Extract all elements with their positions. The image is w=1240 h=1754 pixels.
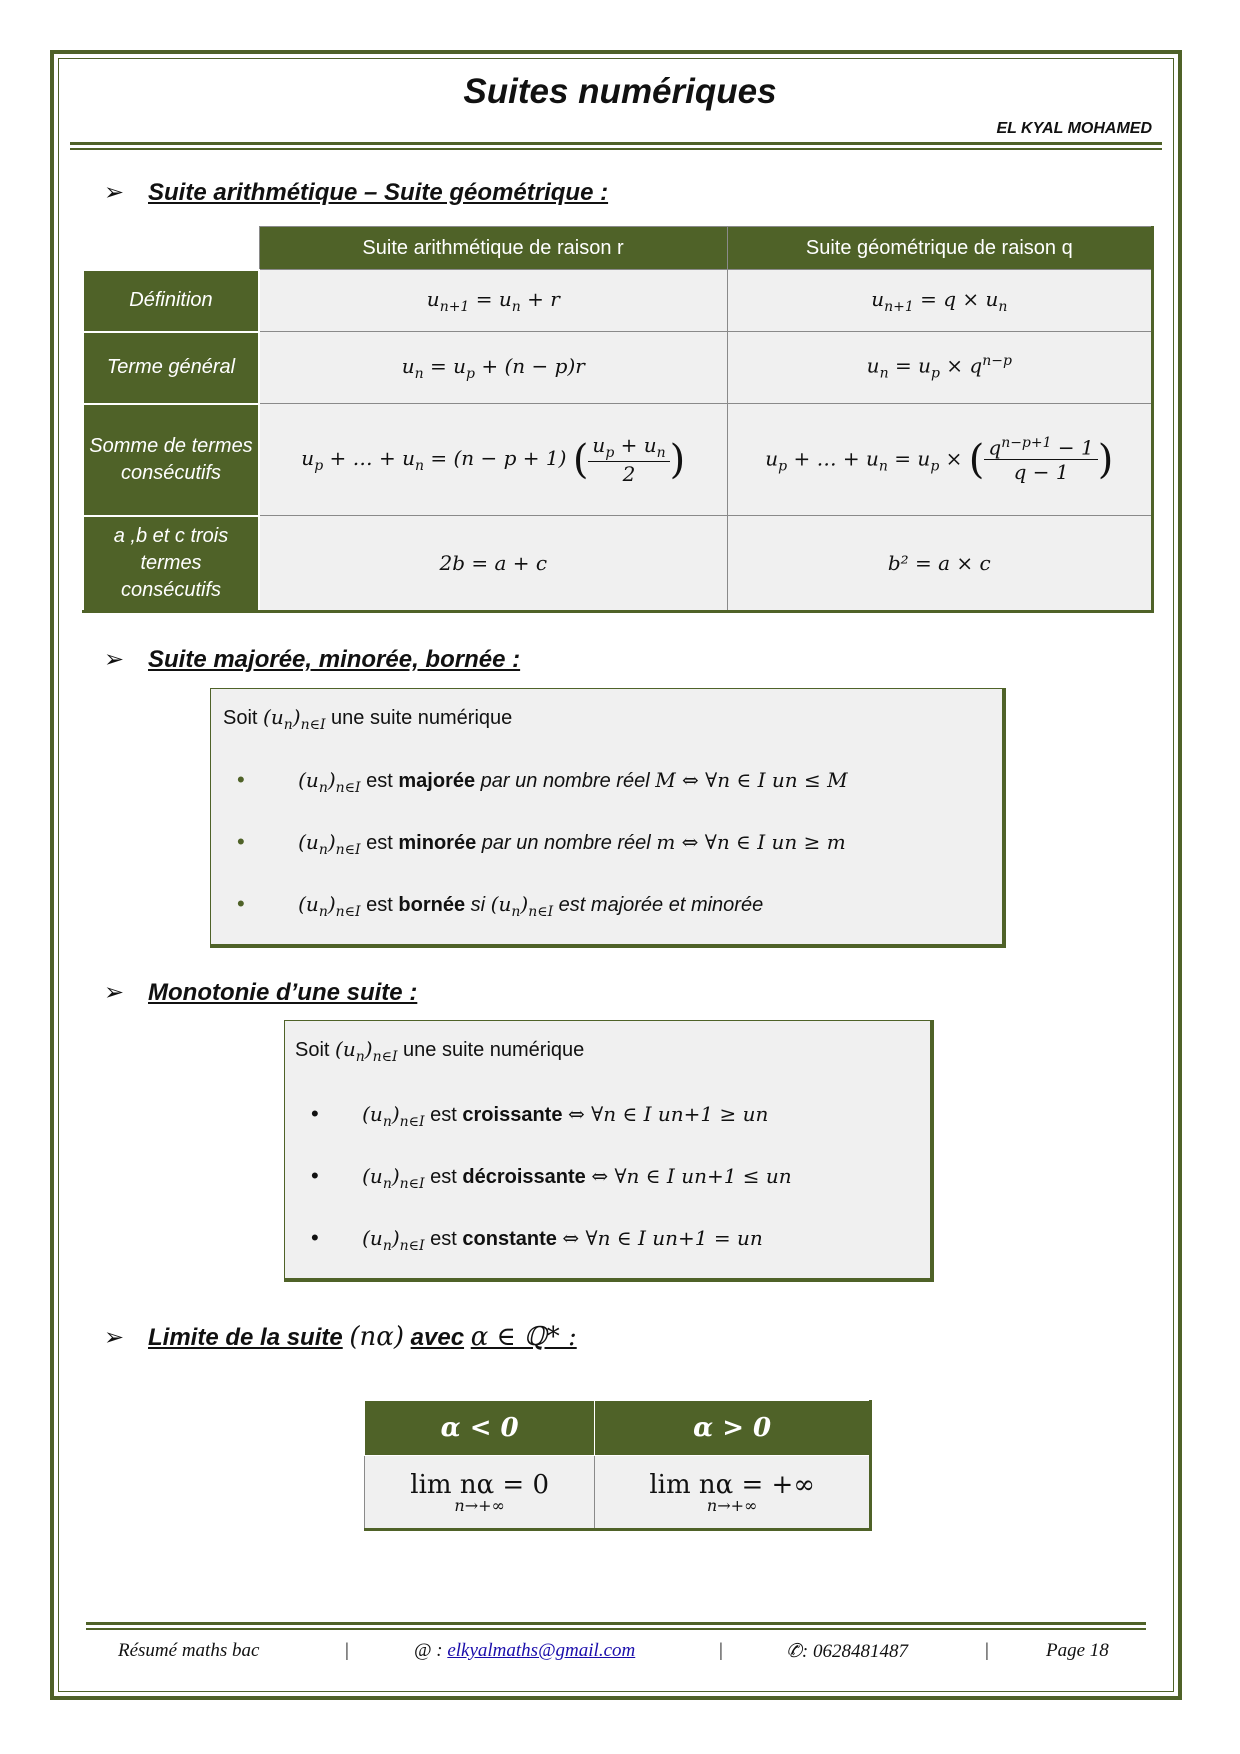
item-condition: ⇔ ∀n ∈ I un+1 = un [562,1226,763,1250]
limit-negative-expr: lim nα = 0 [410,1469,550,1500]
sequence-symbol: $(u_n)_{n\in I}$ [298,892,361,920]
keyword-bornee: bornée [398,894,466,916]
sequence-symbol: $(u_n)_{n\in I}$ [335,1037,398,1065]
monotonie-box [284,1020,934,1282]
section-title-avec: avec [410,1324,465,1351]
sequence-symbol: $(u_n)_{n\in I}$ [362,1164,425,1192]
section-heading-arith-geo [104,178,608,207]
table-row [83,404,1153,516]
item-condition: ⇔ ∀n ∈ I un+1 ≤ un [591,1164,792,1188]
sequence-symbol: $(u_n)_{n\in I}$ [298,830,361,858]
formula-arith-definition: $u_{n+1} = u_n + r$ [259,270,727,332]
footer-rule [86,1622,1146,1625]
bullet-icon: • [237,829,245,854]
col-header-arith: Suite arithmétique de raison r [259,227,727,270]
est-label: est [366,894,393,916]
limit-sub: n→+∞ [454,1495,505,1515]
est-label: est [430,1228,457,1250]
keyword-croissante: croissante [462,1104,563,1126]
formula-arith-three: 2b = a + c [259,516,727,612]
footer-page: Page 18 [1046,1640,1109,1661]
footer-email [414,1640,635,1662]
bornee-intro [223,705,512,733]
keyword-majoree: majorée [398,770,476,792]
list-item [311,1101,768,1130]
row-label: a ,b et c trois termes consécutifs [83,516,259,612]
bullet-icon: • [237,891,245,916]
est-label: est [366,770,393,792]
item-condition: est majorée et minorée [558,894,764,916]
item-condition: m ⇔ ∀n ∈ I un ≥ m [656,830,846,854]
keyword-constante: constante [462,1228,557,1250]
bullet-icon: • [311,1225,319,1250]
limit-sub: n→+∞ [706,1495,758,1515]
bullet-icon: • [311,1101,319,1126]
intro-soit: Soit [223,707,258,729]
alpha-domain: α ∈ ℚ* : [470,1322,577,1352]
keyword-minoree: minorée [398,832,477,854]
n-alpha-symbol: (nα) [349,1322,404,1352]
sequence-symbol: $(u_n)_{n\in I}$ [362,1226,425,1254]
table-row [83,270,1153,332]
header-rule [70,142,1162,145]
formula-geo-three: b² = a × c [727,516,1152,612]
limit-positive-expr: lim nα = +∞ [649,1469,815,1500]
row-label: Définition [83,270,259,332]
item-condition: ⇔ ∀n ∈ I un+1 ≥ un [568,1102,769,1126]
est-label: est [366,832,393,854]
formula-arith-general: $u_n = u_p + (n - p)r$ [259,332,727,404]
formula-geo-definition: $u_{n+1} = q \times u_n$ [727,270,1152,332]
bullet-icon: • [311,1163,319,1188]
section-heading-bornee [104,645,520,674]
table-row [83,332,1153,404]
section-title: Suite arithmétique – Suite géométrique : [148,179,609,206]
section-title: Monotonie d’une suite : [148,979,418,1006]
arrow-icon: ➢ [104,646,125,673]
intro-tail: une suite numérique [331,707,513,729]
sequence-symbol: $(u_n)_{n\in I}$ [362,1102,425,1130]
est-label: est [430,1104,457,1126]
footer-rule-thin [86,1628,1146,1630]
footer-left: Résumé maths bac [118,1640,260,1661]
footer-phone: ✆: 0628481487 [786,1641,908,1662]
row-label: Terme général [83,332,259,404]
footer-sep: | [718,1640,724,1661]
formula-arith-sum: $u_p$ + … + $u_n = (n - p + 1)$ ( $\frac{u_p + u_n}{2}$ ) [259,404,727,516]
bornee-box [210,688,1006,948]
intro-soit: Soit [295,1039,330,1061]
row-label: Somme de termes consécutifs [83,404,259,516]
formula-geo-general: $u_n = u_p \times q^{n-p}$ [727,332,1152,404]
header-alpha-negative: α < 0 [365,1401,595,1456]
section-title: Suite majorée, minorée, bornée : [148,646,521,673]
section-heading-limite [104,1322,577,1352]
header-alpha-positive: α > 0 [595,1401,871,1456]
arrow-icon: ➢ [104,979,125,1006]
item-rest: par un nombre réel [481,832,651,854]
section-title: Limite de la suite [148,1324,343,1351]
table-corner [83,227,259,270]
formula-geo-sum: $u_p$ + … + $u_n = u_p$ × ( $\frac{q^{n-p+1} - 1}{q - 1}$ ) [727,404,1152,516]
table-row [365,1456,871,1530]
keyword-decroissante: décroissante [462,1166,586,1188]
col-header-geo: Suite géométrique de raison q [727,227,1152,270]
section-heading-monotonie [104,978,417,1007]
sequence-symbol: $(u_n)_{n\in I}$ [263,705,326,733]
limit-table [364,1400,872,1531]
sequence-symbol: $(u_n)_{n\in I}$ [298,768,361,796]
email-label: @ : [414,1640,443,1661]
list-item [237,767,848,796]
sequence-symbol: $(u_n)_{n\in I}$ [490,892,554,920]
intro-tail: une suite numérique [403,1039,585,1061]
table-row [83,516,1153,612]
list-item [311,1163,792,1192]
list-item [237,829,846,858]
footer-sep: | [344,1640,350,1661]
bullet-icon: • [237,767,245,792]
author-name: EL KYAL MOHAMED [996,120,1152,137]
arrow-icon: ➢ [104,179,125,206]
item-condition: M ⇔ ∀n ∈ I un ≤ M [655,768,848,792]
limit-negative [365,1456,595,1530]
page-title: Suites numériques [463,72,777,111]
monotonie-intro [295,1037,584,1065]
limit-positive [595,1456,871,1530]
list-item [311,1225,763,1254]
arrow-icon: ➢ [104,1324,125,1351]
footer-sep: | [984,1640,990,1661]
arith-geo-table [82,226,1154,613]
header-rule-thin [70,148,1162,150]
email-link[interactable]: elkyalmaths@gmail.com [447,1640,636,1661]
item-rest: si [470,894,486,916]
list-item [237,891,763,920]
item-rest: par un nombre réel [480,770,650,792]
est-label: est [430,1166,457,1188]
